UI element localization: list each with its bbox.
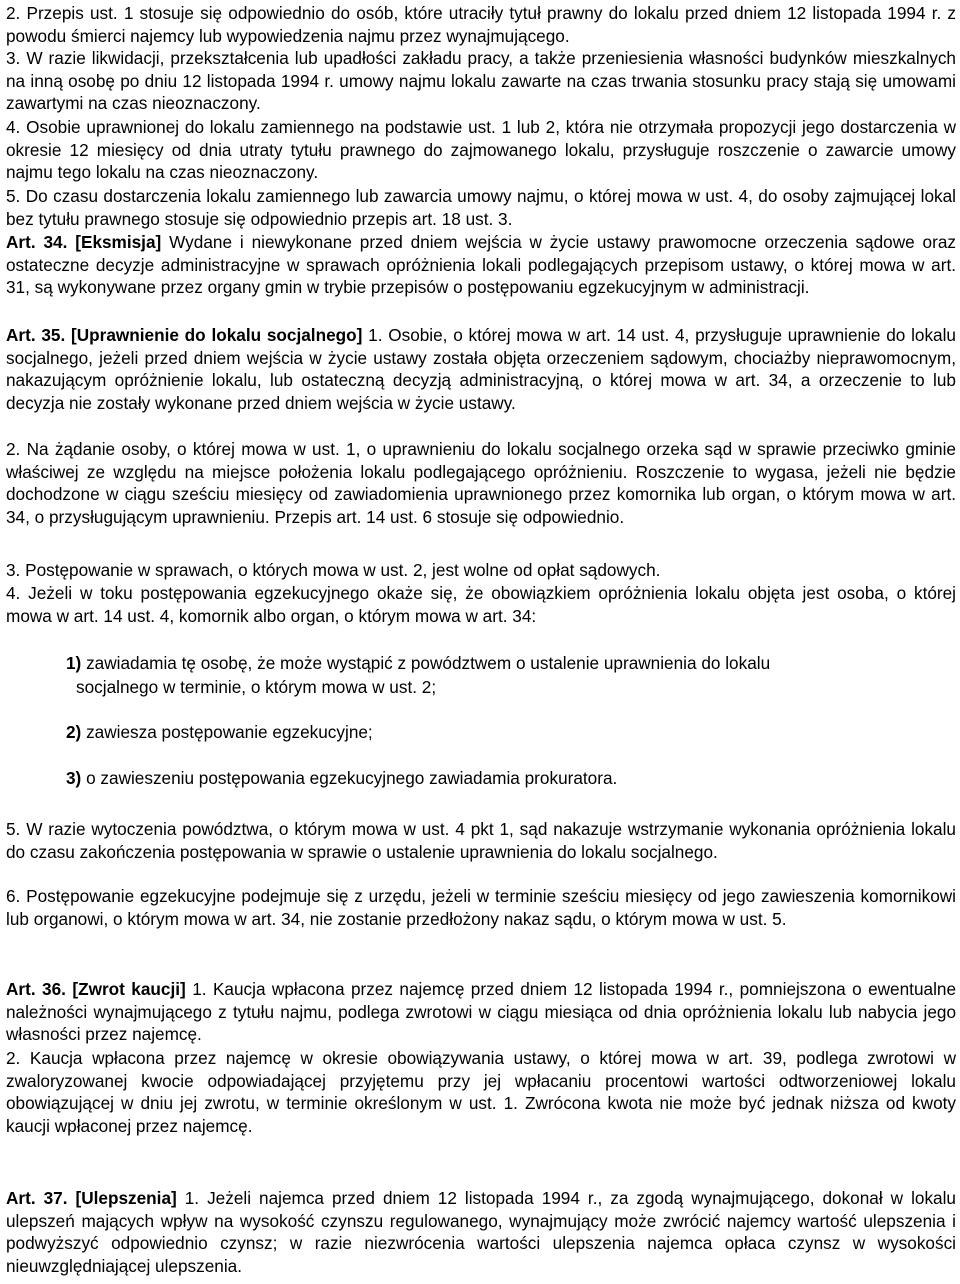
article-35-number: Art. 35. xyxy=(6,325,66,345)
article-36 xyxy=(6,978,956,1046)
list-item xyxy=(66,766,946,790)
article-35-ust-6: 6. Postępowanie egzekucyjne podejmuje się z urzędu, jeżeli w terminie sześciu miesięcy od jego zawieszenia komornikowi lub organowi, o którym mowa w art. 34, nie zostanie przedłożony nakaz sądu, o którym mowa w ust. 5. xyxy=(6,886,956,929)
article-36-title: [Zwrot kaucji] xyxy=(72,979,186,999)
list-item-text: o zawieszeniu postępowania egzekucyjnego zawiadamia prokuratora. xyxy=(86,768,618,788)
article-36-number: Art. 36. xyxy=(6,979,66,999)
article-35-ust-3: 3. Postępowanie w sprawach, o których mowa w ust. 2, jest wolne od opłat sądowych. xyxy=(6,560,661,580)
list-item-number: 2) xyxy=(66,722,82,742)
article-34 xyxy=(6,231,956,299)
list-item xyxy=(66,651,946,699)
list-item-number: 3) xyxy=(66,768,82,788)
list-item-number: 1) xyxy=(66,653,82,673)
paragraph-ust-4: 4. Osobie uprawnionej do lokalu zamiennego na podstawie ust. 1 lub 2, która nie otrzymała propozycji jego dostarczenia w okresie 12 miesięcy od dnia utraty tytułu prawnego do zajmowanego lokalu, przysługuje roszczenie o zawarcie umowy najmu tego lokalu na czas nieoznaczony. xyxy=(6,117,956,183)
article-35-title: [Uprawnienie do lokalu socjalnego] xyxy=(71,325,363,345)
article-34-number: Art. 34. xyxy=(6,232,68,252)
list-item-text: zawiesza postępowanie egzekucyjne; xyxy=(86,722,373,742)
article-35 xyxy=(6,324,956,415)
article-34-title: [Eksmisja] xyxy=(75,232,162,252)
article-35-ust-4: 4. Jeżeli w toku postępowania egzekucyjnego okaże się, że obowiązkiem opróżnienia lokalu objęta jest osoba, o której mowa w art. 14 ust. 4, komornik albo organ, o którym mowa w art. 34: xyxy=(6,583,956,626)
article-37-number: Art. 37. xyxy=(6,1188,68,1208)
article-34-text: Wydane i niewykonane przed dniem wejścia w życie ustawy prawomocne orzeczenia sądowe oraz ostateczne decyzje administracyjne w sprawach opróżnienia lokali podlegających przepisom ustawy, o której mowa w art. 31, są wykonywane przez organy gmin w trybie przepisów o postępowaniu egzekucyjnym w administracji. xyxy=(6,232,956,298)
list-item xyxy=(66,720,946,744)
article-36-text: 1. Kaucja wpłacona przez najemcę przed dniem 12 listopada 1994 r., pomniejszona o ewentualne należności wynajmującego z tytułu najmu, podlega zwrotowi w ciągu miesiąca od dnia opróżnienia lokalu lub nabycia jego własności przez najemcę. xyxy=(6,979,957,1045)
article-35-ust-2: 2. Na żądanie osoby, o której mowa w ust. 1, o uprawnieniu do lokalu socjalnego orzeka sąd w sprawie przeciwko gminie właściwej ze względu na miejsce położenia lokalu podlegającego opróżnieniu. Roszczenie to wygasa, jeżeli nie będzie dochodzone w ciągu sześciu miesięcy od zawiadomienia uprawnionego przez komornika lub organ, o którym mowa w art. 34, o przysługującym uprawnieniu. Przepis art. 14 ust. 6 stosuje się odpowiednio. xyxy=(6,439,956,528)
article-35-text: 1. Osobie, o której mowa w art. 14 ust. 4, przysługuje uprawnienie do lokalu socjalnego, jeżeli przed dniem wejścia w życie ustawy została objęta orzeczeniem sądowym, chociażby nieprawomocnym, nakazującym opróżnienie lokalu, lub ostateczną decyzją administracyjną, o której mowa w art. 34, a orzeczenie to lub decyzja nie zostały wykonane przed dniem wejścia w życie ustawy. xyxy=(6,325,956,414)
article-37 xyxy=(6,1187,956,1278)
list-item-text: zawiadamia tę osobę, że może wystąpić z powództwem o ustalenie uprawnienia do lokalu xyxy=(86,653,771,673)
list-item-continuation: socjalnego w terminie, o którym mowa w ust. 2; xyxy=(76,677,437,697)
paragraph-ust-3: 3. W razie likwidacji, przekształcenia lub upadłości zakładu pracy, a także przeniesienia własności budynków mieszkalnych na inną osobę po dniu 12 listopada 1994 r. umowy najmu lokalu zawarte na czas trwania stosunku pracy stają się umowami zawartymi na czas nieoznaczony. xyxy=(6,48,956,114)
article-37-title: [Ulepszenia] xyxy=(75,1188,177,1208)
article-37-text: 1. Jeżeli najemca przed dniem 12 listopada 1994 r., za zgodą wynajmującego, dokonał w lokalu ulepszeń mających wpływ na wysokość czynszu regulowanego, wynajmujący może zwrócić najemcy wartość ulepszenia i podwyższyć odpowiednio czynsz; w razie niezwrócenia wartości ulepszenia najemca opłaca czynsz w wysokości nieuwzględniającej ulepszenia. xyxy=(6,1188,956,1277)
paragraph-ust-2: 2. Przepis ust. 1 stosuje się odpowiednio do osób, które utraciły tytuł prawny do lokalu przed dniem 12 listopada 1994 r. z powodu śmierci najemcy lub wypowiedzenia najmu przez wynajmującego. xyxy=(6,3,956,46)
article-36-ust-2: 2. Kaucja wpłacona przez najemcę w okresie obowiązywania ustawy, o której mowa w art. 39, podlega zwrotowi w zwaloryzowanej kwocie odpowiadającej przyjętemu przy jej wpłacaniu procentowi wartości odtworzeniowej lokalu obowiązującej w dniu jej zwrotu, w terminie określonym w ust. 1. Zwrócona kwota nie może być jednak niższa od kwoty kaucji wpłaconej przez najemcę. xyxy=(6,1048,956,1137)
article-35-ust-5: 5. W razie wytoczenia powództwa, o którym mowa w ust. 4 pkt 1, sąd nakazuje wstrzymanie wykonania opróżnienia lokalu do czasu zakończenia postępowania w sprawie o ustalenie uprawnienia do lokalu socjalnego. xyxy=(6,819,956,862)
paragraph-ust-5: 5. Do czasu dostarczenia lokalu zamiennego lub zawarcia umowy najmu, o której mowa w ust. 4, do osoby zajmującej lokal bez tytułu prawnego stosuje się odpowiednio przepis art. 18 ust. 3. xyxy=(6,186,956,229)
